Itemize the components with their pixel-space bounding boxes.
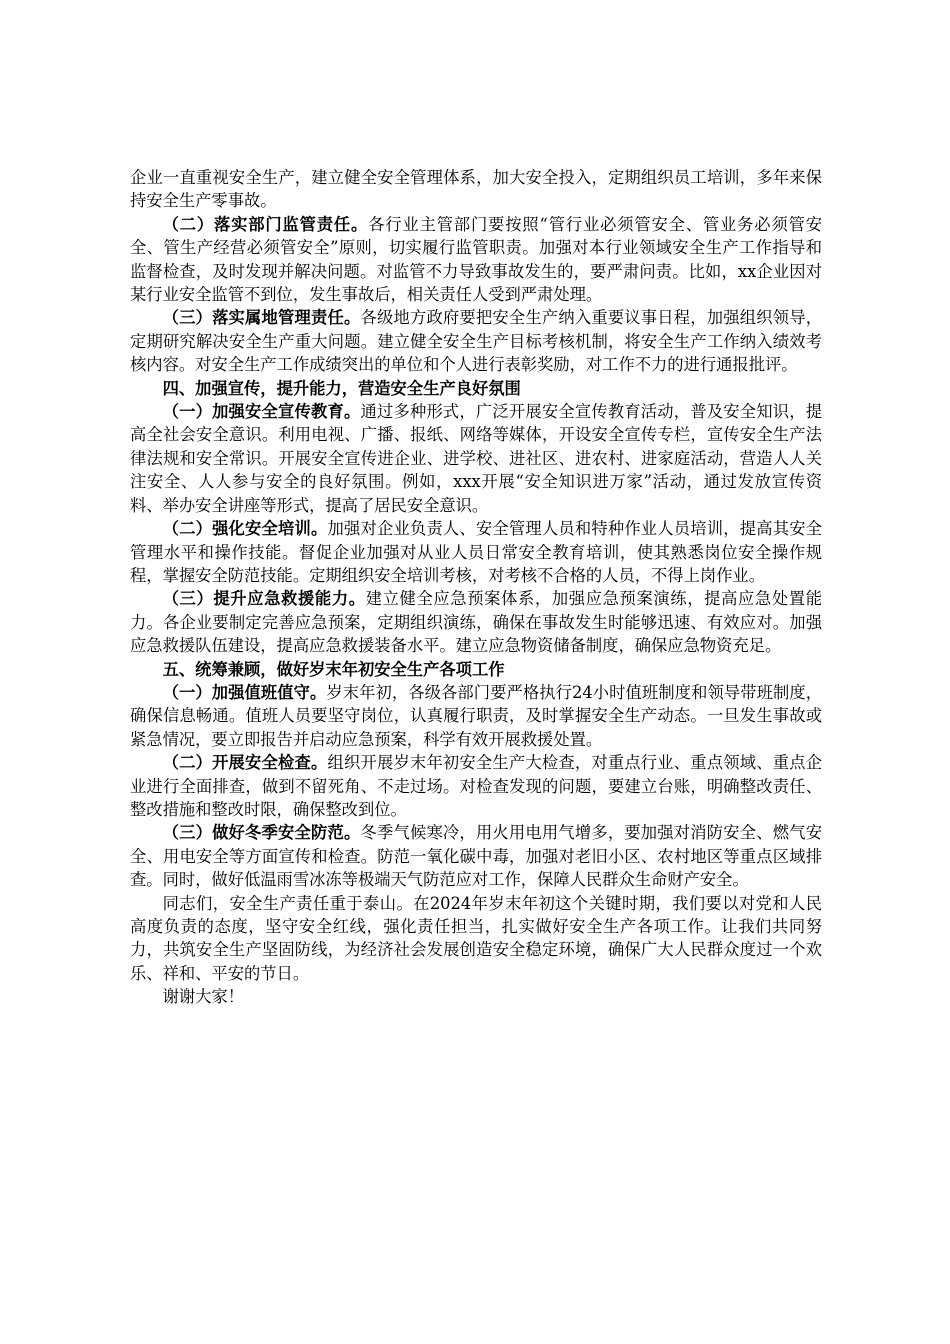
paragraph-text: 建立健全应急预案体系，加强应急预案演练，提高应急处置能力。各企业要制定完善应急预案，定期组织演练，确保在事故发生时能够迅速、有效应对。加强应急救援队伍建设，提高应急救援装备水平。建立应急物资储备制度，确保应急物资充足。 — [130, 589, 822, 656]
paragraph-safety-inspection — [130, 751, 822, 821]
paragraph-text: 冬季气候寒冷，用火用电用气增多，要加强对消防安全、燃气安全、用电安全等方面宣传和检查。防范一氧化碳中毒，加强对老旧小区、农村地区等重点区域排查。同时，做好低温雨雪冰冻等极端天气防范应对工作，保障人民群众生命财产安全。 — [130, 823, 822, 890]
section-heading-4: 四、加强宣传，提升能力，营造安全生产良好氛围 — [162, 378, 521, 398]
paragraph-duty-watch — [130, 681, 822, 751]
paragraph-text: 组织开展岁末年初安全生产大检查，对重点行业、重点领域、重点企业进行全面排查，做到不留死角、不走过场。对检查发现的问题，要建立台账，明确整改责任、整改措施和整改时限，确保整改到位。 — [130, 753, 822, 819]
paragraph-text: 加强对企业负责人、安全管理人员和特种作业人员培训，提高其安全管理水平和操作技能。督促企业加强对从业人员日常安全教育培训，使其熟悉岗位安全操作规程，掌握安全防范技能。定期组织安全培训考核，对考核不合格的人员，不得上岗作业。 — [130, 519, 822, 585]
paragraph-lead: （一）加强安全宣传教育。 — [162, 402, 361, 422]
paragraph-continued — [130, 166, 822, 213]
paragraph-text: 岁末年初，各级各部门要严格执行24小时值班制度和领导带班制度，确保信息畅通。值班人员要坚守岗位，认真履行职责，及时掌握安全生产动态。一旦发生事故或紧急情况，要立即报告并启动应急预案，科学有效开展救援处置。 — [130, 682, 822, 749]
paragraph-lead: （一）加强值班值守。 — [162, 682, 327, 702]
paragraph-text: 谢谢大家！ — [162, 987, 245, 1007]
paragraph-safety-publicity — [130, 400, 822, 517]
section-heading-5: 五、统筹兼顾，做好岁末年初安全生产各项工作 — [162, 659, 505, 679]
paragraph-closing — [130, 892, 822, 986]
paragraph-lead: （二）落实部门监管责任。 — [162, 214, 369, 234]
paragraph-department-supervision — [130, 213, 822, 307]
paragraph-lead: （二）开展安全检查。 — [162, 753, 328, 773]
paragraph-winter-safety — [130, 821, 822, 891]
paragraph-lead: （三）落实属地管理责任。 — [162, 308, 361, 328]
paragraph-text: 各级地方政府要把安全生产纳入重要议事日程，加强组织领导，定期研究解决安全生产重大问题。建立健全安全生产目标考核机制，将安全生产工作纳入绩效考核内容。对安全生产工作成绩突出的单位和个人进行表彰奖励，对工作不力的进行通报批评。 — [130, 308, 822, 375]
paragraph-emergency-rescue — [130, 587, 822, 657]
paragraph-text: 通过多种形式，广泛开展安全宣传教育活动，普及安全知识，提高全社会安全意识。利用电视、广播、报纸、网络等媒体，开设安全宣传专栏，宣传安全生产法律法规和安全常识。开展安全宣传进企业、进学校、进社区、进农村、进家庭活动，营造人人关注安全、人人参与安全的良好氛围。例如，xxx开展“安全知识进万家”活动，通过发放宣传资料、举办安全讲座等形式，提高了居民安全意识。 — [130, 402, 822, 515]
paragraph-thanks — [130, 985, 822, 1008]
document-body — [130, 166, 822, 1009]
paragraph-safety-training — [130, 517, 822, 587]
paragraph-lead: （三）提升应急救援能力。 — [162, 589, 366, 609]
paragraph-text: 企业一直重视安全生产，建立健全安全管理体系，加大安全投入，定期组织员工培训，多年来保持安全生产零事故。 — [130, 168, 822, 211]
paragraph-lead: （三）做好冬季安全防范。 — [162, 823, 361, 843]
paragraph-lead: （二）强化安全培训。 — [162, 519, 328, 539]
paragraph-text: 同志们，安全生产责任重于泰山。在2024年岁末年初这个关键时期，我们要以对党和人民高度负责的态度，坚守安全红线，强化责任担当，扎实做好安全生产各项工作。让我们共同努力，共筑安全生产坚固防线，为经济社会发展创造安全稳定环境，确保广大人民群众度过一个欢乐、祥和、平安的节日。 — [130, 893, 822, 983]
paragraph-territorial-management — [130, 306, 822, 376]
paragraph-text: 各行业主管部门要按照“管行业必须管安全、管业务必须管安全、管生产经营必须管安全”原则，切实履行监管职责。加强对本行业领域安全生产工作指导和监督检查，及时发现并解决问题。对监管不力导致事故发生的，要严肃问责。比如，xx企业因对某行业安全监管不到位，发生事故后，相关责任人受到严肃处理。 — [130, 214, 822, 305]
